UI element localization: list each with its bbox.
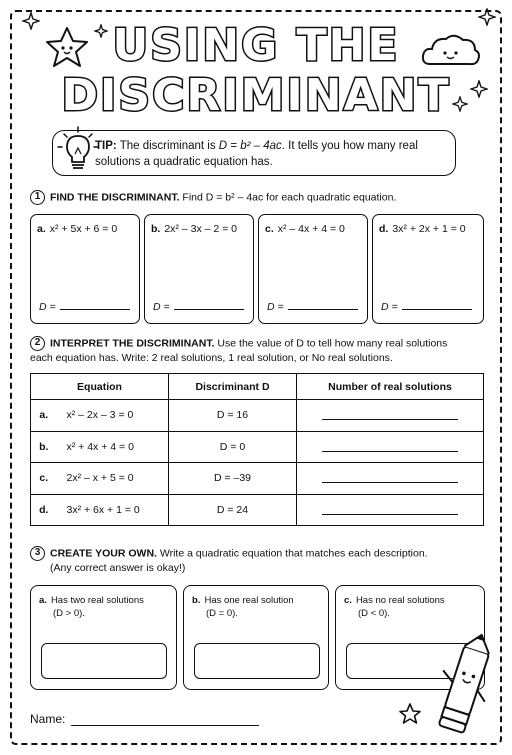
section1-number: 1 xyxy=(30,190,45,205)
item-label: b. xyxy=(192,595,201,606)
row-discriminant: D = 24 xyxy=(169,494,297,526)
section2-number: 2 xyxy=(30,336,45,351)
section1-card-c xyxy=(258,214,368,324)
item-description: Has no real solutions xyxy=(355,595,445,606)
row-discriminant: D = 0 xyxy=(169,431,297,463)
row-answer-line[interactable] xyxy=(297,494,484,526)
name-label: Name: xyxy=(30,712,66,726)
section3-instruction: Write a quadratic equation that matches each description. xyxy=(156,547,428,560)
answer-line[interactable] xyxy=(381,301,472,313)
item-label: b. xyxy=(151,223,161,235)
item-condition: (D < 0). xyxy=(358,608,390,619)
section2-instruction: Use the value of D to tell how many real solutions each equation has. Write: 2 real solutions, 1 real solution, or No real solutions. xyxy=(30,337,448,365)
row-label: b. xyxy=(31,431,57,463)
answer-label: D = xyxy=(381,301,398,313)
row-answer-line[interactable] xyxy=(297,463,484,495)
item-description: Has one real solution xyxy=(204,595,294,606)
section1-card-a xyxy=(30,214,140,324)
row-discriminant: D = 16 xyxy=(169,400,297,432)
tip-text-after: . It tells you how many real solutions a quadratic equation has. xyxy=(95,140,418,168)
table-row xyxy=(31,431,484,463)
row-answer-line[interactable] xyxy=(297,400,484,432)
section3-card-b xyxy=(183,585,329,690)
section3-number: 3 xyxy=(30,546,45,561)
table-row xyxy=(31,400,484,432)
table-row xyxy=(31,494,484,526)
answer-box[interactable] xyxy=(194,643,320,679)
section3-heading xyxy=(30,546,470,576)
section1-title: FIND THE DISCRIMINANT. xyxy=(50,191,180,204)
row-answer-line[interactable] xyxy=(297,431,484,463)
page-title-line2: DISCRIMINANT xyxy=(61,70,451,121)
interpret-table xyxy=(30,373,484,526)
pencil-character-icon xyxy=(432,630,496,742)
item-label: c. xyxy=(344,595,352,606)
row-equation: x² + 4x + 4 = 0 xyxy=(57,431,169,463)
section2-heading xyxy=(30,336,470,366)
item-condition: (D > 0). xyxy=(53,608,85,619)
tip-text-before: The discriminant is xyxy=(116,140,219,152)
item-label: a. xyxy=(39,595,47,606)
column-header: Discriminant D xyxy=(169,374,297,400)
table-header-row xyxy=(31,374,484,400)
tip-label: TIP: xyxy=(95,140,117,152)
page-title-line1: USING THE xyxy=(112,20,400,71)
item-equation: 2x² – 3x – 2 = 0 xyxy=(164,223,238,235)
row-label: c. xyxy=(31,463,57,495)
tip-formula: D = b² – 4ac xyxy=(218,140,282,152)
star-icon xyxy=(398,702,422,726)
item-equation: x² + 5x + 6 = 0 xyxy=(49,223,118,235)
section1-card-b xyxy=(144,214,254,324)
row-equation: 2x² – x + 5 = 0 xyxy=(57,463,169,495)
section1-instruction: Find D = b² – 4ac for each quadratic equation. xyxy=(179,191,397,204)
answer-line[interactable] xyxy=(153,301,244,313)
row-discriminant: D = –39 xyxy=(169,463,297,495)
section2-title: INTERPRET THE DISCRIMINANT. xyxy=(50,337,215,350)
table-row xyxy=(31,463,484,495)
item-label: d. xyxy=(379,223,389,235)
item-equation: 3x² + 2x + 1 = 0 xyxy=(392,223,466,235)
item-equation: x² – 4x + 4 = 0 xyxy=(277,223,345,235)
row-label: a. xyxy=(31,400,57,432)
answer-box[interactable] xyxy=(41,643,167,679)
answer-line[interactable] xyxy=(39,301,130,313)
lightbulb-icon xyxy=(56,124,100,176)
column-header: Equation xyxy=(31,374,169,400)
tip-box xyxy=(52,130,456,176)
name-field xyxy=(30,712,259,726)
row-equation: x² – 2x – 3 = 0 xyxy=(57,400,169,432)
item-label: a. xyxy=(37,223,46,235)
item-label: c. xyxy=(265,223,274,235)
item-condition: (D = 0). xyxy=(206,608,238,619)
section3-title: CREATE YOUR OWN. xyxy=(50,547,157,560)
item-description: Has two real solutions xyxy=(50,595,144,606)
answer-label: D = xyxy=(267,301,284,313)
name-input-line[interactable] xyxy=(71,714,259,726)
column-header: Number of real solutions xyxy=(297,374,484,400)
section1-card-d xyxy=(372,214,484,324)
row-label: d. xyxy=(31,494,57,526)
answer-label: D = xyxy=(39,301,56,313)
answer-line[interactable] xyxy=(267,301,358,313)
section3-card-a xyxy=(30,585,177,690)
section3-note: (Any correct answer is okay!) xyxy=(50,562,186,575)
answer-label: D = xyxy=(153,301,170,313)
section1-heading xyxy=(30,190,396,205)
row-equation: 3x² + 6x + 1 = 0 xyxy=(57,494,169,526)
